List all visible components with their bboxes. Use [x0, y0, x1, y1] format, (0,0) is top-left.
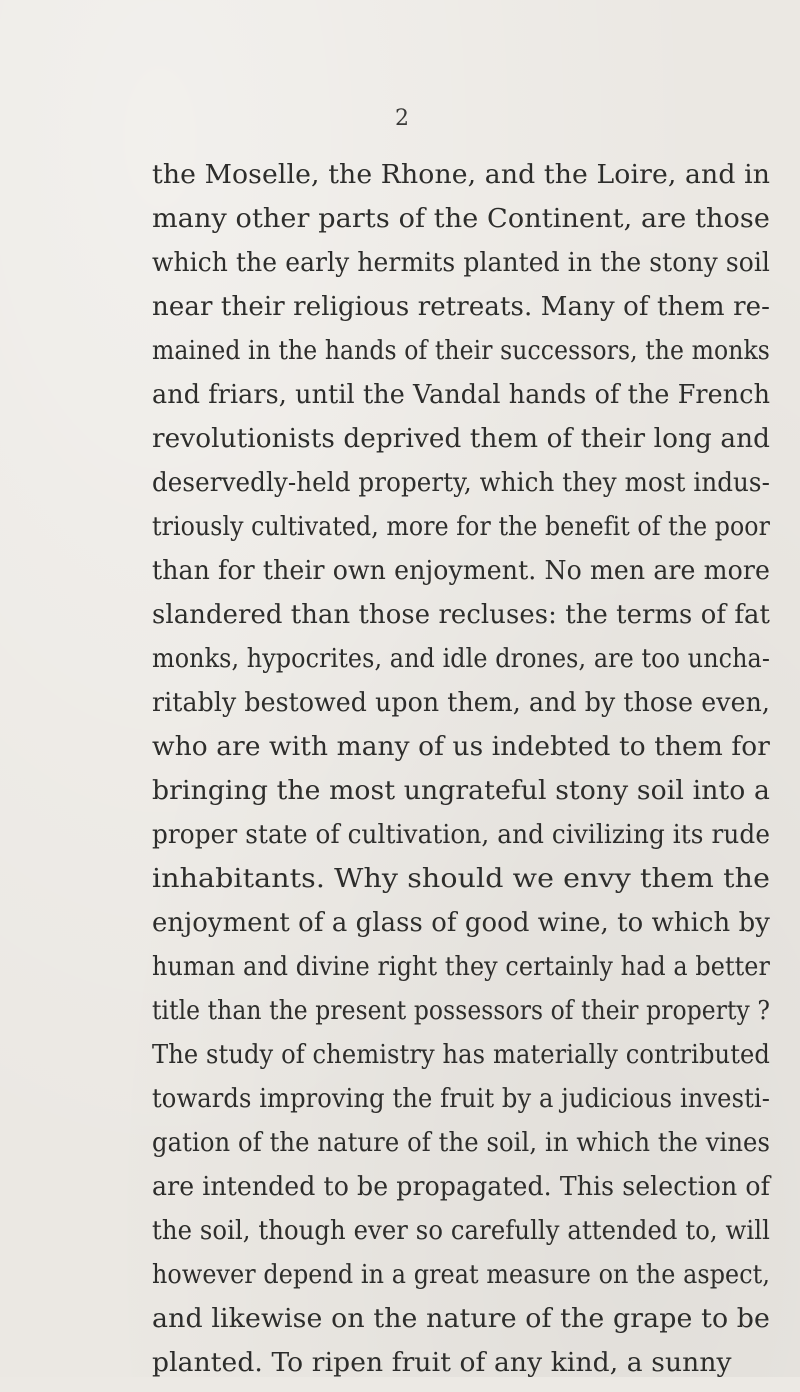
text-line-content: inhabitants. Why should we envy them the [152, 864, 771, 894]
text-line [0, 1260, 800, 1304]
text-line-content: human and divine right they certainly had a better [152, 952, 771, 982]
text-line-content: are intended to be propagated. This selection of [152, 1172, 771, 1202]
text-line-content: and likewise on the nature of the grape to be [152, 1304, 771, 1334]
text-line [0, 1040, 800, 1084]
text-line-content: enjoyment of a glass of good wine, to which by [152, 908, 770, 938]
text-line [0, 1084, 800, 1128]
text-line [0, 908, 800, 952]
text-line-content: proper state of cultivation, and civilizing its rude [152, 820, 771, 850]
text-line-content: deservedly-held property, which they most indus- [152, 468, 771, 498]
text-line [0, 776, 800, 820]
text-line [0, 644, 800, 688]
text-line [0, 732, 800, 776]
text-line [0, 1216, 800, 1260]
text-line-content: revolutionists deprived them of their long and [152, 424, 771, 454]
text-line-content: than for their own enjoyment. No men are more [152, 556, 770, 586]
text-line-content: title than the present possessors of their property ? [152, 996, 771, 1026]
text-line-content: the Moselle, the Rhone, and the Loire, and in [152, 160, 771, 190]
text-line [0, 512, 800, 556]
text-line [0, 556, 800, 600]
text-line [0, 1304, 800, 1348]
text-line-content: triously cultivated, more for the benefit of the poor [152, 512, 771, 542]
text-line-content: gation of the nature of the soil, in which the vines [152, 1128, 771, 1158]
text-line-content: which the early hermits planted in the stony soil [152, 248, 771, 278]
text-line [0, 336, 800, 380]
text-line-content: however depend in a great measure on the aspect, [152, 1260, 771, 1290]
text-line-content: towards improving the fruit by a judicious investi- [152, 1084, 770, 1114]
text-line [0, 996, 800, 1040]
text-line [0, 688, 800, 732]
text-line-content: the soil, though ever so carefully attended to, will [152, 1216, 770, 1246]
text-line [0, 468, 800, 512]
text-line [0, 424, 800, 468]
text-line [0, 1348, 800, 1392]
text-line [0, 248, 800, 292]
text-line-content: The study of chemistry has materially contributed [152, 1040, 770, 1070]
page-number: 2 [395, 106, 409, 131]
text-line-content: many other parts of the Continent, are those [152, 204, 770, 234]
text-line [0, 820, 800, 864]
text-line-content: slandered than those recluses: the terms of fat [152, 600, 771, 630]
text-line [0, 204, 800, 248]
text-line-content: monks, hypocrites, and idle drones, are too uncha- [152, 644, 770, 674]
text-line [0, 292, 800, 336]
text-line [0, 600, 800, 644]
text-line-content: bringing the most ungrateful stony soil into a [152, 776, 770, 806]
text-line-content: ritably bestowed upon them, and by those even, [152, 688, 771, 718]
text-line-content: near their religious retreats. Many of them re- [152, 292, 771, 322]
text-line [0, 952, 800, 996]
text-line [0, 1128, 800, 1172]
text-line [0, 1172, 800, 1216]
text-line [0, 160, 800, 204]
text-line [0, 380, 800, 424]
text-line-content: who are with many of us indebted to them for [152, 732, 770, 762]
text-line-content: and friars, until the Vandal hands of the French [152, 380, 771, 410]
text-line-content: planted. To ripen fruit of any kind, a sunny [152, 1348, 732, 1378]
text-line-content: mained in the hands of their successors, the monks [152, 336, 770, 366]
text-line [0, 864, 800, 908]
